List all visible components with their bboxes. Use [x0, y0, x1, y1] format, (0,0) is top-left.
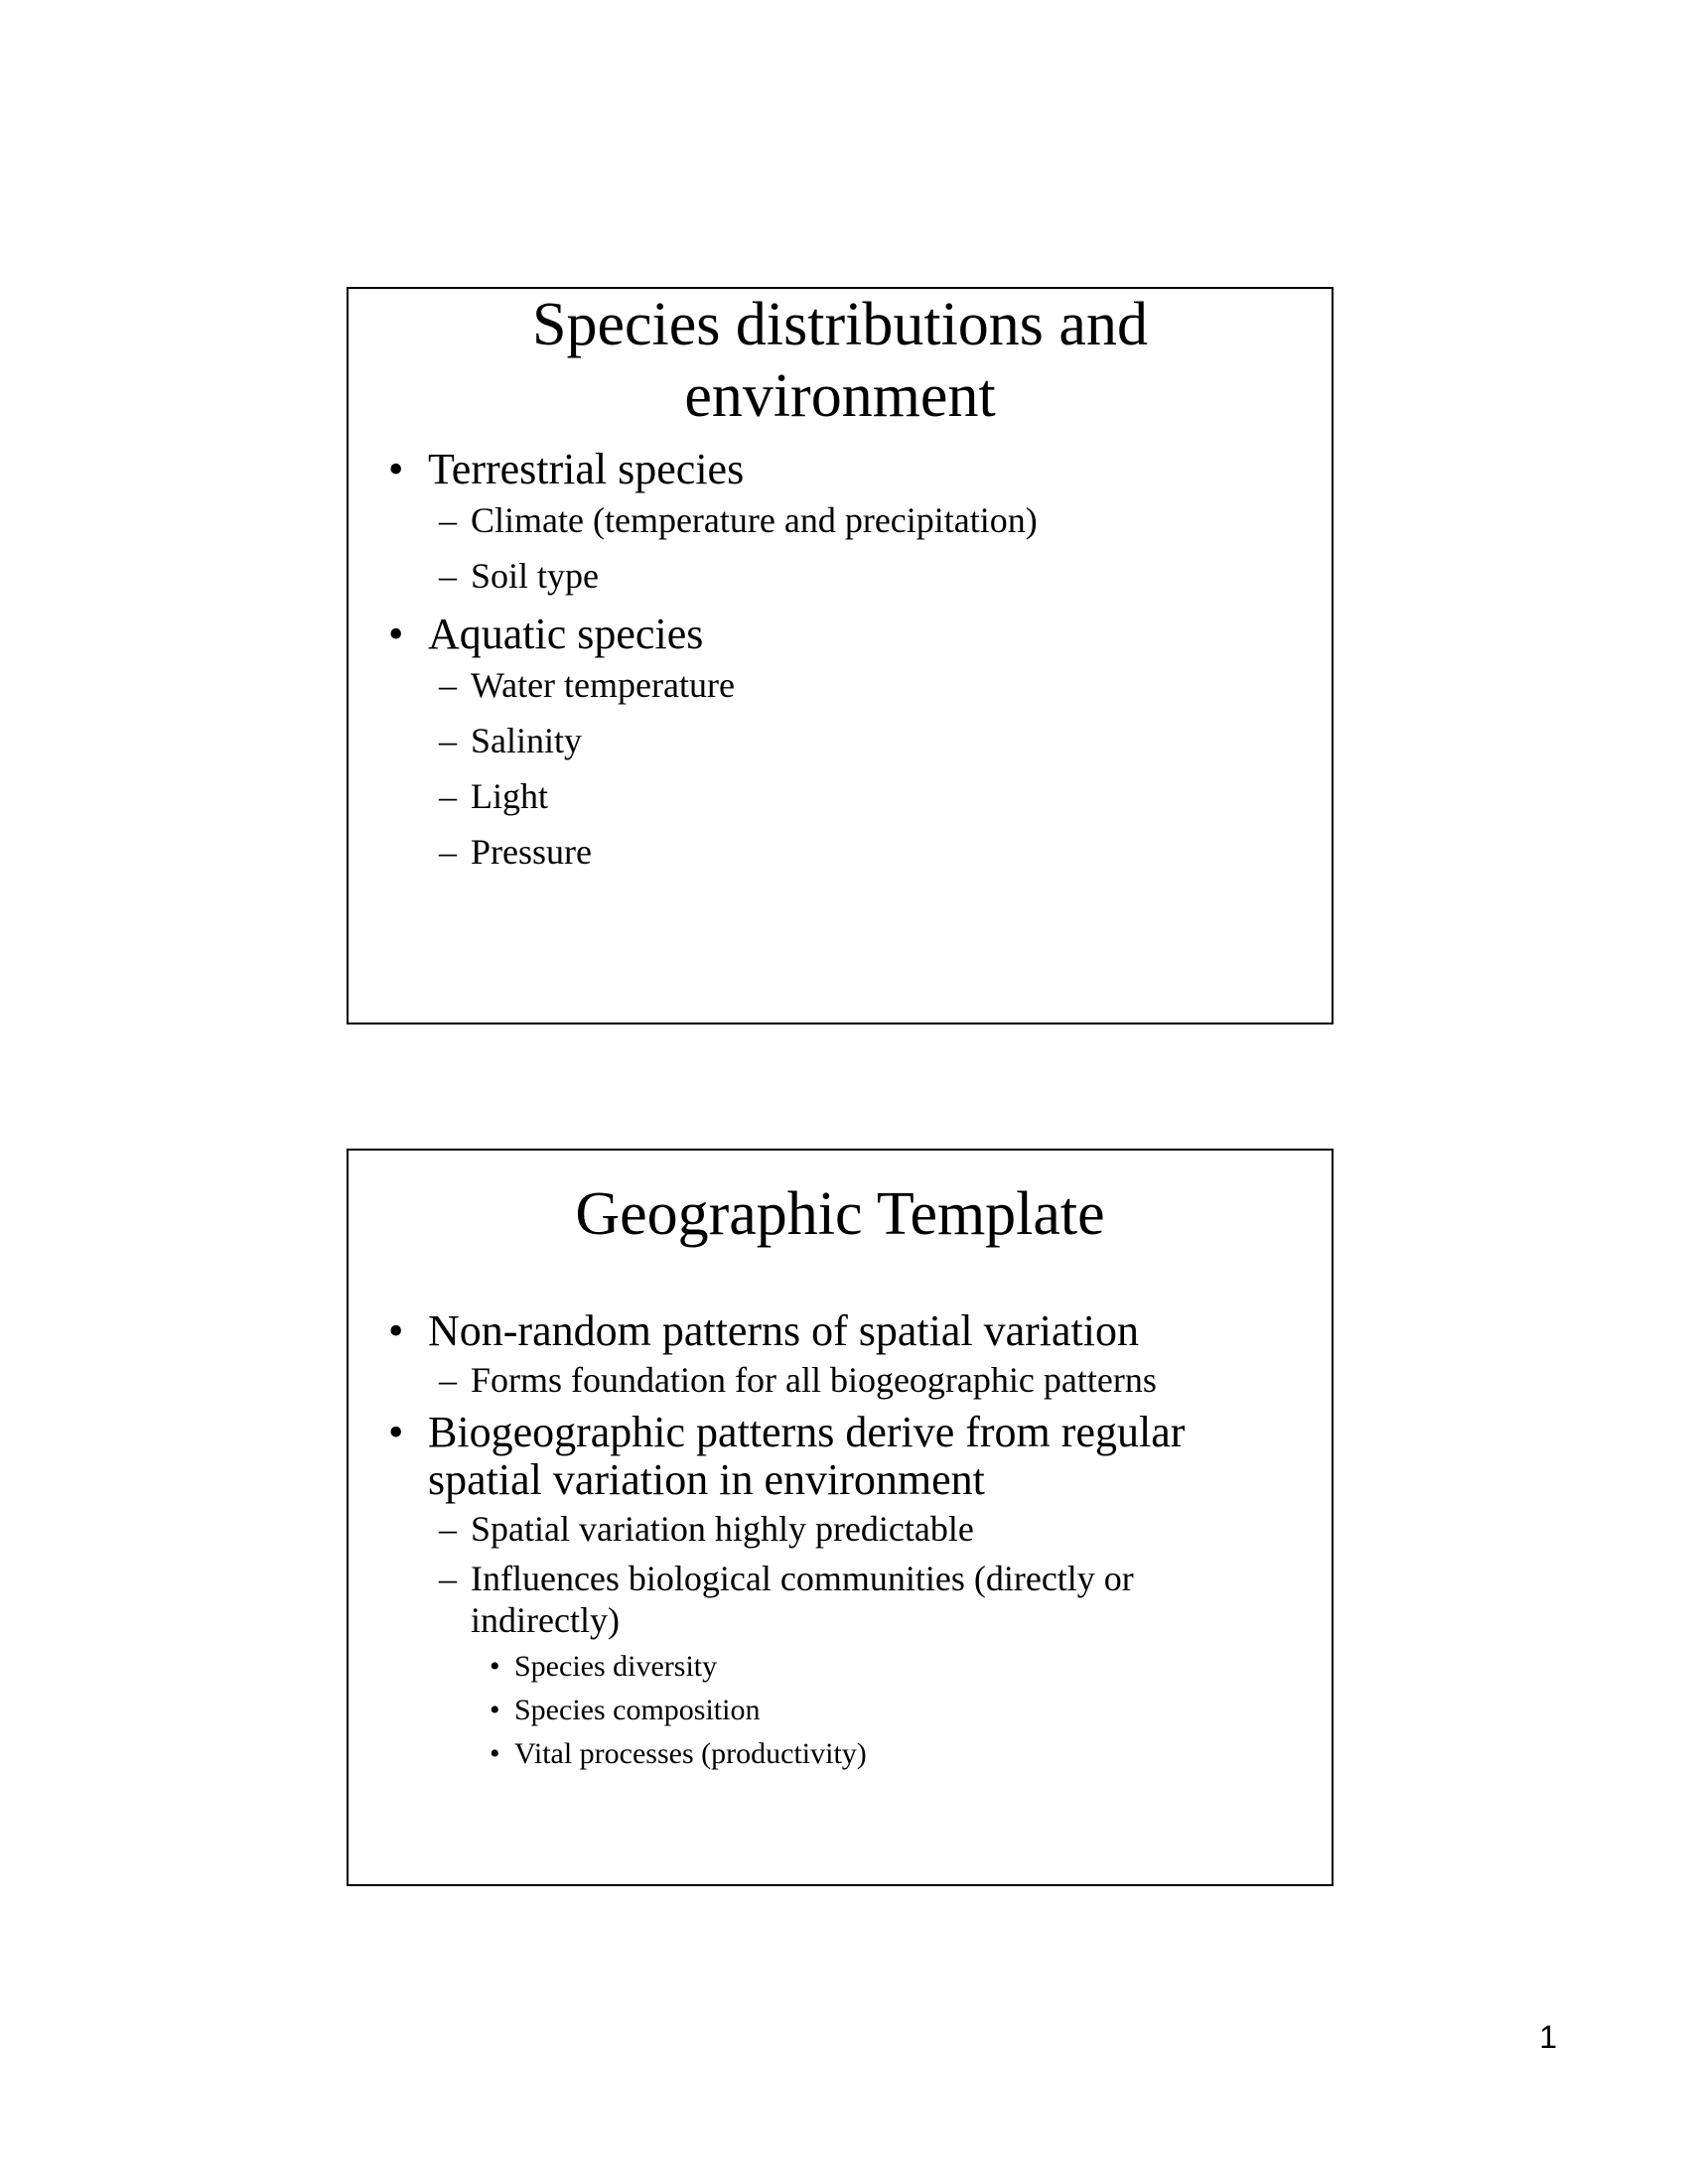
bullet-text: Non-random patterns of spatial variation [428, 1306, 1140, 1355]
bullet-text: Terrestrial species [428, 445, 745, 493]
bullet-marker: • [388, 610, 404, 658]
dash-marker: – [439, 500, 457, 540]
sub-bullet-item [349, 499, 1332, 541]
bullet-text-line-1: Biogeographic patterns derive from regular [428, 1408, 1186, 1456]
dash-marker: – [439, 1360, 457, 1400]
bullet-list [349, 446, 1332, 887]
dash-marker: – [439, 665, 457, 705]
sub-bullet-text: Spatial variation highly predictable [471, 1509, 974, 1549]
slide-species-distributions [347, 287, 1334, 1024]
sub-bullet-item [349, 555, 1332, 597]
dash-marker: – [439, 1559, 457, 1598]
sub-bullet-text: Climate (temperature and precipitation) [471, 500, 1038, 540]
sub-bullet-item [349, 1558, 1332, 1641]
dash-marker: – [439, 721, 457, 760]
bullet-text-line-2: spatial variation in environment [428, 1455, 985, 1504]
bullet-marker: • [490, 1694, 500, 1726]
sub-bullet-item [349, 831, 1332, 873]
slide-title: Geographic Template [575, 1180, 1105, 1248]
bullet-item [349, 1307, 1332, 1355]
sub-bullet-text: Water temperature [471, 665, 735, 705]
sub-bullet-item [349, 720, 1332, 761]
sub-sub-bullet-text: Vital processes (productivity) [514, 1737, 867, 1770]
bullet-marker: • [490, 1737, 500, 1770]
slide-title-line-1: Species distributions and [532, 291, 1148, 358]
sub-sub-bullet-item [349, 1649, 1332, 1685]
sub-sub-bullet-item [349, 1693, 1332, 1728]
sub-bullet-text: Forms foundation for all biogeographic patterns [471, 1360, 1157, 1400]
sub-bullet-item [349, 1508, 1332, 1550]
slide-geographic-template [347, 1149, 1334, 1886]
sub-bullet-text: Soil type [471, 556, 600, 596]
sub-bullet-text: Salinity [471, 721, 583, 760]
sub-bullet-item [349, 1359, 1332, 1401]
sub-sub-bullet-text: Species composition [514, 1694, 761, 1726]
bullet-list [349, 1307, 1332, 1780]
slide-title-line-2: environment [684, 362, 996, 430]
sub-bullet-text-line-1: Influences biological communities (directly or [471, 1559, 1134, 1598]
dash-marker: – [439, 832, 457, 872]
sub-bullet-text: Pressure [471, 832, 592, 872]
slide-title [349, 289, 1332, 432]
bullet-item [349, 446, 1332, 493]
dash-marker: – [439, 556, 457, 596]
sub-sub-bullet-text: Species diversity [514, 1650, 718, 1683]
bullet-item [349, 611, 1332, 658]
sub-bullet-item [349, 664, 1332, 706]
bullet-text: Aquatic species [428, 610, 704, 658]
bullet-marker: • [490, 1650, 500, 1683]
bullet-marker: • [388, 1408, 404, 1456]
bullet-marker: • [388, 1306, 404, 1355]
dash-marker: – [439, 1509, 457, 1549]
page-number: 1 [1539, 2019, 1557, 2055]
sub-bullet-text-line-2: indirectly) [471, 1600, 620, 1640]
sub-bullet-item [349, 775, 1332, 817]
dash-marker: – [439, 776, 457, 816]
bullet-marker: • [388, 445, 404, 493]
sub-bullet-text: Light [471, 776, 548, 816]
bullet-item [349, 1409, 1332, 1504]
sub-sub-bullet-item [349, 1736, 1332, 1772]
